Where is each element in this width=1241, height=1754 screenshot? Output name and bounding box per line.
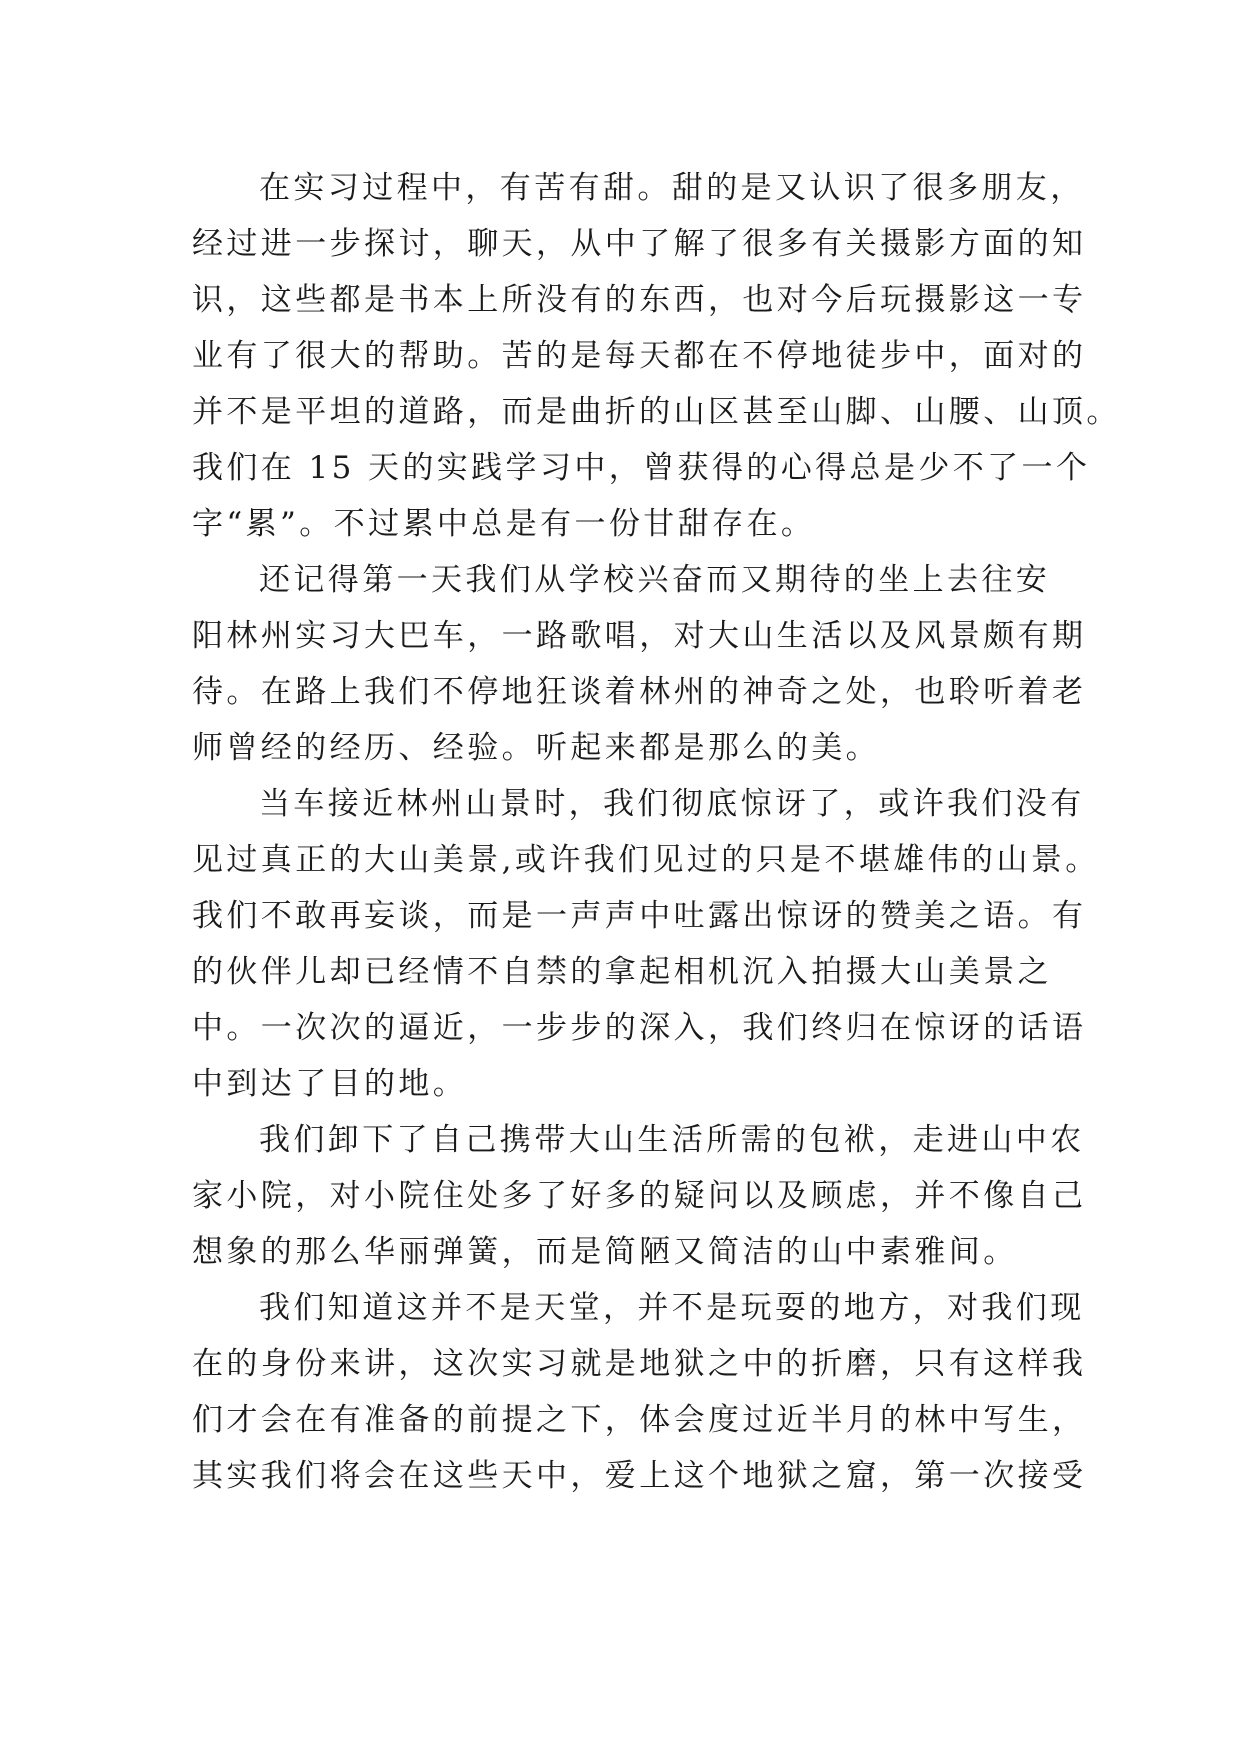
paragraph-1-line-6: 我们在 15 天的实践学习中，曾获得的心得总是少不了一个 [192, 450, 1091, 486]
paragraph-1-line-1: 在实习过程中，有苦有甜。甜的是又认识了很多朋友， [259, 170, 1085, 206]
paragraph-2-line-4: 师曾经的经历、经验。听起来都是那么的美。 [192, 730, 880, 766]
paragraph-1-line-5: 并不是平坦的道路，而是曲折的山区甚至山脚、山腰、山顶。 [192, 394, 1121, 430]
paragraph-5-line-3: 们才会在有准备的前提之下，体会度过近半月的林中写生， [192, 1402, 1087, 1438]
paragraph-5-line-1: 我们知道这并不是天堂，并不是玩耍的地方，对我们现 [259, 1290, 1085, 1326]
paragraph-1-line-2: 经过进一步探讨，聊天，从中了解了很多有关摄影方面的知 [192, 226, 1087, 262]
paragraph-3-line-2: 见过真正的大山美景,或许我们见过的只是不堪雄伟的山景。 [192, 842, 1100, 878]
paragraph-3-line-3: 我们不敢再妄谈，而是一声声中吐露出惊讶的赞美之语。有 [192, 898, 1087, 934]
paragraph-3-line-6: 中到达了目的地。 [192, 1066, 468, 1102]
paragraph-4-line-3: 想象的那么华丽弹簧，而是简陋又简洁的山中素雅间。 [192, 1234, 1018, 1270]
paragraph-5-line-4: 其实我们将会在这些天中，爱上这个地狱之窟，第一次接受 [192, 1458, 1087, 1494]
paragraph-3-line-5: 中。一次次的逼近，一步步的深入，我们终归在惊讶的话语 [192, 1010, 1087, 1046]
paragraph-2-line-1: 还记得第一天我们从学校兴奋而又期待的坐上去往安 [259, 562, 1051, 598]
paragraph-2-line-2: 阳林州实习大巴车，一路歌唱，对大山生活以及风景颇有期 [192, 618, 1087, 654]
paragraph-1-line-3: 识，这些都是书本上所没有的东西，也对今后玩摄影这一专 [192, 282, 1087, 318]
paragraph-1-line-4: 业有了很大的帮助。苦的是每天都在不停地徒步中，面对的 [192, 338, 1087, 374]
body-text [192, 160, 1121, 1504]
paragraph-2-line-3: 待。在路上我们不停地狂谈着林州的神奇之处，也聆听着老 [192, 674, 1087, 710]
paragraph-5-line-2: 在的身份来讲，这次实习就是地狱之中的折磨，只有这样我 [192, 1346, 1087, 1382]
paragraph-3-line-4: 的伙伴儿却已经情不自禁的拿起相机沉入拍摄大山美景之 [192, 954, 1052, 990]
paragraph-4-line-2: 家小院，对小院住处多了好多的疑问以及顾虑，并不像自己 [192, 1178, 1087, 1214]
paragraph-3-line-1: 当车接近林州山景时，我们彻底惊讶了，或许我们没有 [259, 786, 1085, 822]
paragraph-4-line-1: 我们卸下了自己携带大山生活所需的包袱，走进山中农 [259, 1122, 1085, 1158]
paragraph-1-line-7: 字“累”。不过累中总是有一份甘甜存在。 [192, 506, 816, 542]
